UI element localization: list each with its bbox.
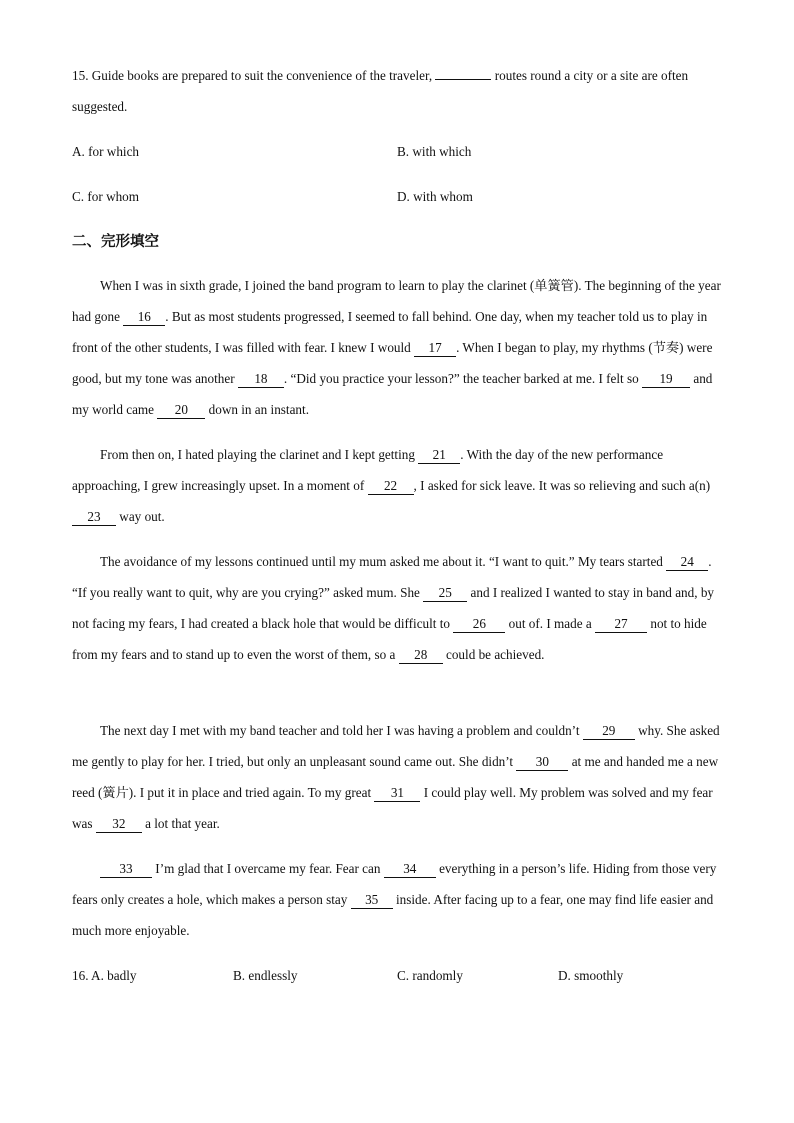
passage-text: , I asked for sick leave. It was so relieving and such a(n): [413, 478, 711, 493]
blank-22[interactable]: 22: [368, 477, 414, 495]
passage-text: out of. I made a: [505, 616, 596, 631]
question-15-stem: [72, 60, 722, 122]
question-15-option-c[interactable]: C. for whom: [72, 189, 140, 204]
question-15-stem-part-1: 15. Guide books are prepared to suit the convenience of the traveler,: [72, 68, 433, 83]
blank-17[interactable]: 17: [414, 339, 456, 357]
blank-19[interactable]: 19: [642, 370, 690, 388]
passage-text: I could play well. My problem was solved and my fear was: [72, 785, 713, 831]
passage-paragraph-4: [72, 715, 722, 839]
blank-33[interactable]: 33: [100, 860, 152, 878]
passage-text: . “Did you practice your lesson?” the teacher barked at me. I felt so: [283, 371, 643, 386]
passage-text: at me and handed me a new reed (簧片). I put it in place and tried again. To my great: [72, 754, 719, 800]
blank-31[interactable]: 31: [374, 784, 420, 802]
passage-text: . When I began to play, my rhythms (节奏) were good, but my tone was another: [72, 340, 713, 386]
question-16-option-b[interactable]: B. endlessly: [233, 968, 298, 983]
passage-text: and I realized I wanted to stay in band and, by not facing my fears, I had created a black hole that would be difficult to: [72, 585, 715, 631]
passage-text: . “If you really want to quit, why are you crying?” asked mum. She: [72, 554, 712, 600]
passage-text: From then on, I hated playing the clarinet and I kept getting: [100, 447, 419, 462]
passage-text: why. She asked me gently to play for her. I tried, but only an unpleasant sound came out. She didn’t: [72, 723, 720, 769]
blank-30[interactable]: 30: [516, 753, 568, 771]
blank-25[interactable]: 25: [423, 584, 467, 602]
passage-paragraph-1: [72, 270, 722, 425]
question-15-stem-part-2: routes round a city or a site are often suggested.: [72, 68, 689, 114]
blank-23[interactable]: 23: [72, 508, 116, 526]
passage-text: not to hide from my fears and to stand up to even the worst of them, so a: [72, 616, 707, 662]
passage-text: down in an instant.: [205, 402, 309, 417]
passage-text: The next day I met with my band teacher and told her I was having a problem and couldn’t: [100, 723, 583, 738]
passage-text: When I was in sixth grade, I joined the band program to learn to play the clarinet (单簧管). The beginning of the year had gone: [72, 278, 721, 324]
blank-20[interactable]: 20: [157, 401, 205, 419]
blank-34[interactable]: 34: [384, 860, 436, 878]
blank-24[interactable]: 24: [666, 553, 708, 571]
blank-18[interactable]: 18: [238, 370, 284, 388]
passage-text: a lot that year.: [141, 816, 220, 831]
blank-27[interactable]: 27: [595, 615, 647, 633]
passage-text: I’m glad that I overcame my fear. Fear can: [152, 861, 384, 876]
blank-26[interactable]: 26: [453, 615, 505, 633]
question-15-blank[interactable]: [435, 79, 491, 80]
passage-text: way out.: [116, 509, 165, 524]
blank-21[interactable]: 21: [418, 446, 460, 464]
question-16-option-a[interactable]: 16. A. badly: [72, 968, 137, 983]
passage-text: inside. After facing up to a fear, one may find life easier and much more enjoyable.: [72, 892, 714, 938]
passage-paragraph-3: [72, 546, 722, 670]
question-15-option-b[interactable]: B. with which: [397, 144, 472, 159]
passage-paragraph-5: [72, 853, 722, 946]
passage-text: and my world came: [72, 371, 713, 417]
passage-text: everything in a person’s life. Hiding from those very fears only creates a hole, which makes a person stay: [72, 861, 717, 907]
blank-29[interactable]: 29: [583, 722, 635, 740]
question-16-option-c[interactable]: C. randomly: [397, 968, 463, 983]
blank-16[interactable]: 16: [123, 308, 165, 326]
question-15-option-d[interactable]: D. with whom: [397, 189, 473, 204]
passage-text: could be achieved.: [442, 647, 545, 662]
passage-text: . With the day of the new performance approaching, I grew increasingly upset. In a moment of: [72, 447, 664, 493]
passage-paragraph-2: [72, 439, 722, 532]
question-15-option-a[interactable]: A. for which: [72, 144, 140, 159]
blank-32[interactable]: 32: [96, 815, 142, 833]
blank-28[interactable]: 28: [399, 646, 443, 664]
passage-text: . But as most students progressed, I seemed to fall behind. One day, when my teacher told us to play in front of the other students, I was filled with fear. I knew I would: [72, 309, 708, 355]
question-16-option-d[interactable]: D. smoothly: [558, 968, 624, 983]
blank-35[interactable]: 35: [351, 891, 393, 909]
passage-text: The avoidance of my lessons continued until my mum asked me about it. “I want to quit.” My tears started: [100, 554, 667, 569]
section-heading-cloze: 二、完形填空: [72, 234, 159, 250]
